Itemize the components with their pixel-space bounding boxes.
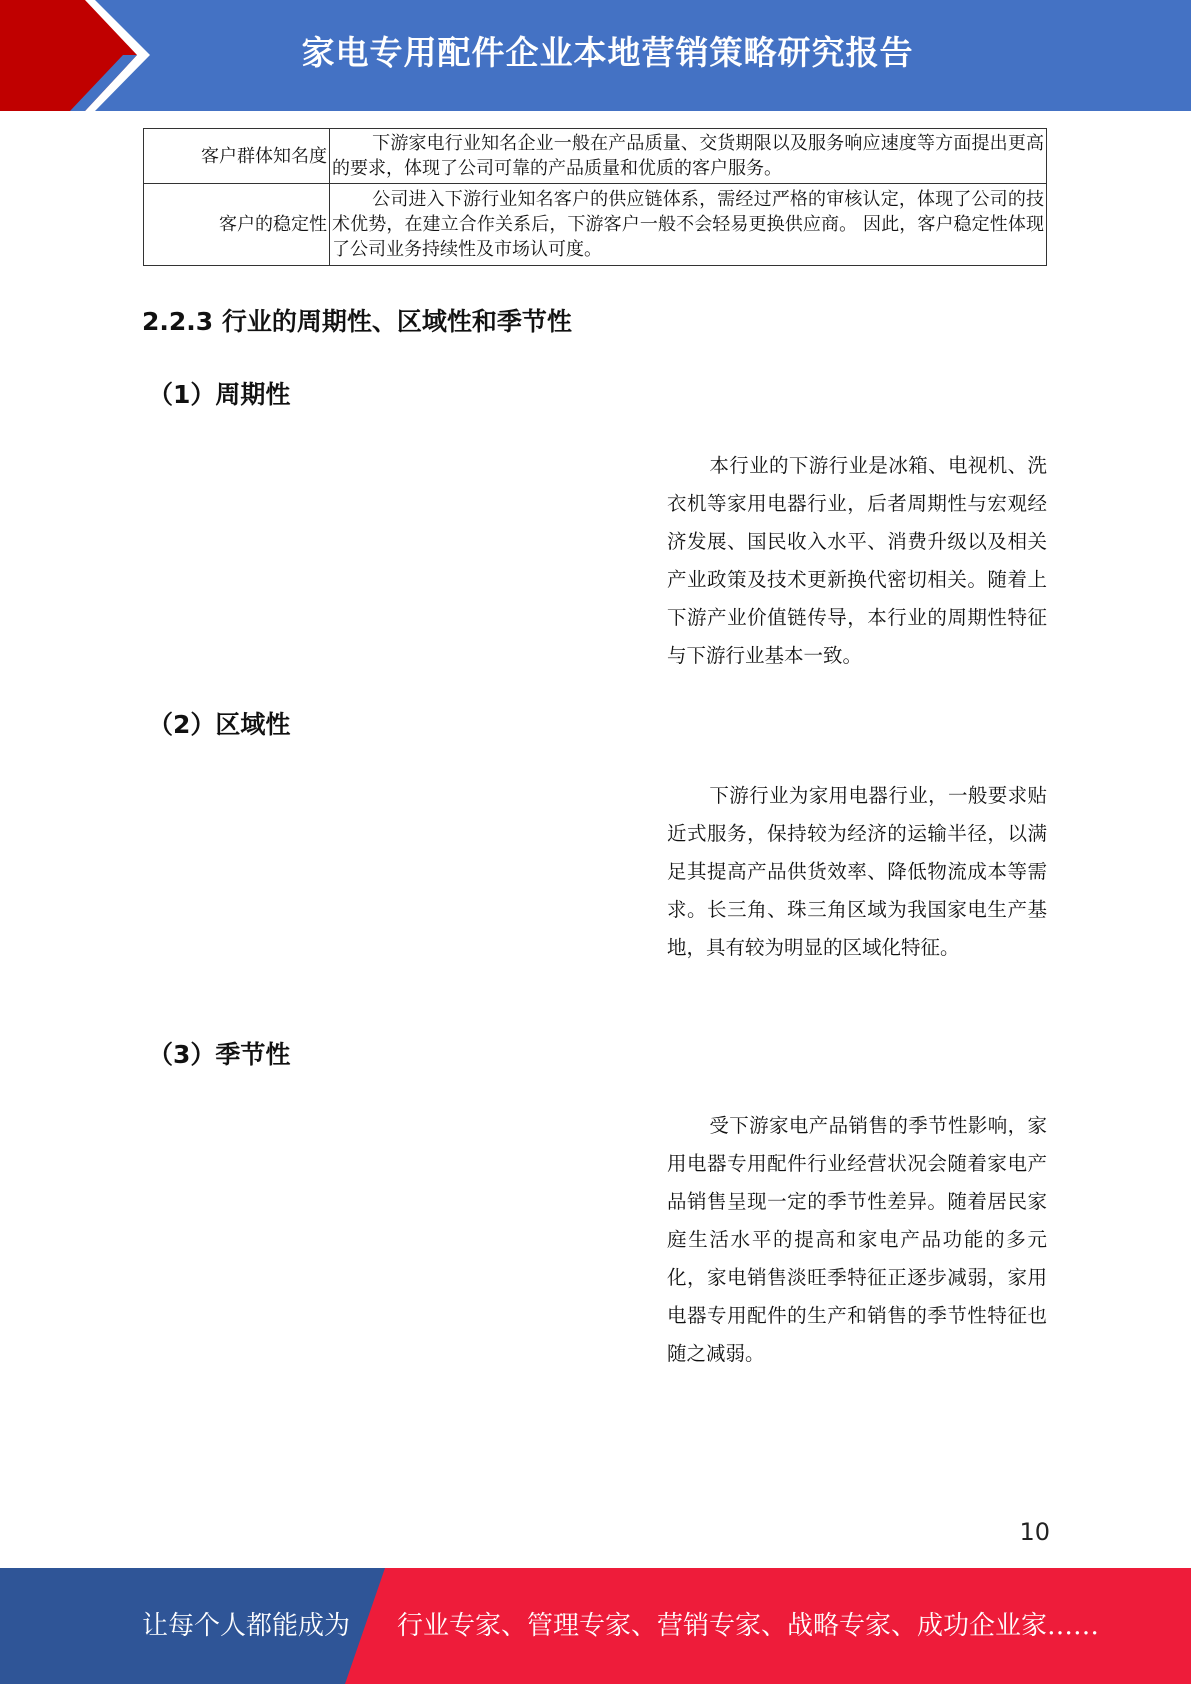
subsection-heading-seasonality: （3）季节性 [148,1040,291,1069]
table-key-cell: 客户群体知名度 [144,129,330,184]
table-row [144,129,1047,184]
subsection-heading-regionality: （2）区域性 [148,710,291,739]
paragraph-cyclicality: 本行业的下游行业是冰箱、电视机、洗衣机等家用电器行业，后者周期性与宏观经济发展、国民收入水平、消费升级以及相关产业政策及技术更新换代密切相关。随着上下游产业价值链传导，本行业的周期性特征与下游行业基本一致。 [667,454,1047,667]
paragraph-seasonality: 受下游家电产品销售的季节性影响，家用电器专用配件行业经营状况会随着家电产品销售呈现一定的季节性差异。随着居民家庭生活水平的提高和家电产品功能的多元化，家电销售淡旺季特征正逐步减弱，家用电器专用配件的生产和销售的季节性特征也随之减弱。 [667,1114,1047,1365]
subsection-heading-cyclicality: （1）周期性 [148,380,291,409]
table-value-cell: 公司进入下游行业知名客户的供应链体系，需经过严格的审核认定，体现了公司的技术优势，在建立合作关系后，下游客户一般不会轻易更换供应商。 因此，客户稳定性体现了公司业务持续性及市场认可度。 [330,184,1047,266]
section-heading: 2.2.3 行业的周期性、区域性和季节性 [142,307,572,336]
paragraph-regionality: 下游行业为家用电器行业，一般要求贴近式服务，保持较为经济的运输半径，以满足其提高产品供货效率、降低物流成本等需求。长三角、珠三角区域为我国家电生产基地，具有较为明显的区域化特征。 [667,784,1047,959]
footer-slogan-right: 行业专家、管理专家、营销专家、战略专家、成功企业家…… [397,1611,1100,1641]
page-footer [0,1568,1191,1684]
table-value-cell: 下游家电行业知名企业一般在产品质量、交货期限以及服务响应速度等方面提出更高的要求，体现了公司可靠的产品质量和优质的客户服务。 [330,129,1047,184]
footer-slogan-left: 让每个人都能成为 [142,1611,351,1641]
table-key-cell: 客户的稳定性 [144,184,330,266]
report-title: 家电专用配件企业本地营销策略研究报告 [301,33,914,72]
customer-table [143,128,1047,266]
table-row [144,184,1047,266]
page-number: 10 [1019,1518,1050,1546]
page-header [0,0,1191,111]
